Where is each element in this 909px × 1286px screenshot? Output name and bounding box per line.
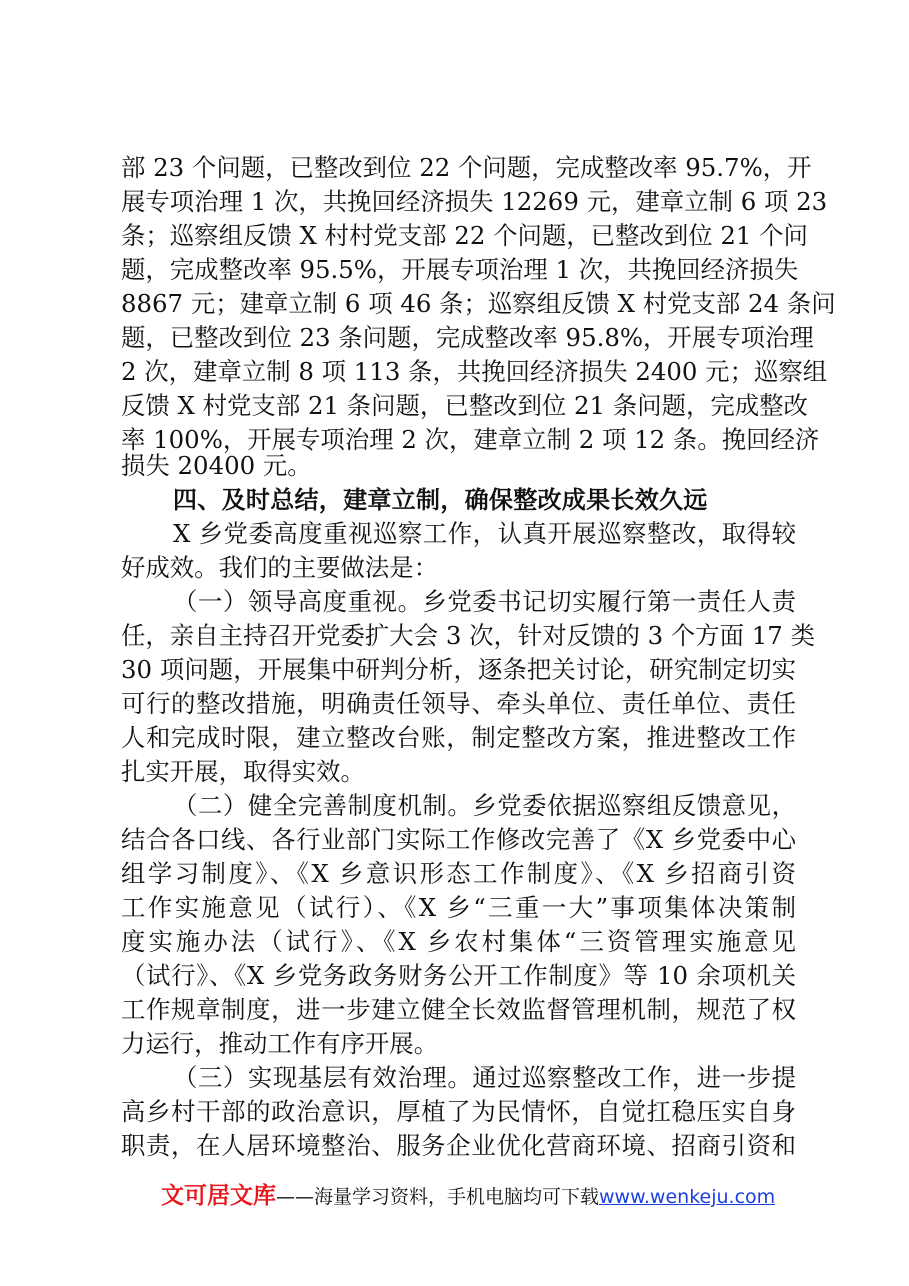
item2-line: 组学习制度》、《X 乡意识形态工作制度》、《X 乡招商引资: [121, 859, 796, 888]
item3-line: （三）实现基层有效治理。通过巡察整改工作，进一步提: [173, 1063, 796, 1092]
para1-line: 题，已整改到位 23 条问题，完成整改率 95.8%，开展专项治理: [121, 323, 814, 352]
item2-line: （二）健全完善制度机制。乡党委依据巡察组反馈意见，: [173, 791, 796, 820]
section-heading: 四、及时总结，建章立制，确保整改成果长效久远: [173, 486, 708, 514]
item3-line: 职责，在人居环境整治、服务企业优化营商环境、招商引资和: [121, 1131, 796, 1160]
item2-line: （试行》、《X 乡党务政务财务公开工作制度》等 10 余项机关: [121, 961, 796, 990]
para1-line: 损失 20400 元。: [121, 451, 312, 480]
para1-line: 题，完成整改率 95.5%，开展专项治理 1 次，共挽回经济损失: [121, 255, 799, 284]
item1-line: 可行的整改措施，明确责任领导、牵头单位、责任单位、责任: [121, 689, 796, 718]
para1-line: 率 100%，开展专项治理 2 次，建章立制 2 项 12 条。挽回经济: [121, 425, 820, 454]
para1-line: 条；巡察组反馈 X 村村党支部 22 个问题，已整改到位 21 个问: [121, 221, 808, 250]
para1-line: 2 次，建章立制 8 项 113 条，共挽回经济损失 2400 元；巡察组: [121, 357, 828, 386]
item2-line: 度实施办法（试行》、《X 乡农村集体“三资管理实施意见: [121, 927, 796, 956]
brand-name: 文可居文库: [161, 1183, 276, 1209]
intro-line: X 乡党委高度重视巡察工作，认真开展巡察整改，取得较: [173, 519, 796, 548]
footer-banner: [161, 1179, 775, 1213]
item1-line: 人和完成时限，建立整改台账，制定整改方案，推进整改工作: [121, 723, 796, 752]
item3-line: 高乡村干部的政治意识，厚植了为民情怀，自觉扛稳压实自身: [121, 1097, 796, 1126]
item1-line: 30 项问题，开展集中研判分析，逐条把关讨论，研究制定切实: [121, 655, 796, 684]
item1-line: 扎实开展，取得实效。: [121, 757, 365, 786]
para1-line: 8867 元；建章立制 6 项 46 条；巡察组反馈 X 村党支部 24 条问: [121, 289, 836, 318]
website-link[interactable]: www.wenkeju.com: [599, 1186, 776, 1208]
footer-tagline: ——海量学习资料，手机电脑均可下载: [276, 1186, 600, 1208]
item1-line: （一）领导高度重视。乡党委书记切实履行第一责任人责: [173, 587, 796, 616]
para1-line: 部 23 个问题，已整改到位 22 个问题，完成整改率 95.7%，开: [121, 153, 812, 182]
item2-line: 工作实施意见（试行）、《X 乡“三重一大”事项集体决策制: [121, 893, 796, 922]
item1-line: 任，亲自主持召开党委扩大会 3 次，针对反馈的 3 个方面 17 类: [121, 621, 815, 650]
item2-line: 力运行，推动工作有序开展。: [121, 1029, 439, 1058]
item2-line: 结合各口线、各行业部门实际工作修改完善了《X 乡党委中心: [121, 825, 796, 854]
para1-line: 反馈 X 村党支部 21 条问题，已整改到位 21 条问题，完成整改: [121, 391, 808, 420]
intro-line: 好成效。我们的主要做法是：: [121, 553, 439, 582]
para1-line: 展专项治理 1 次，共挽回经济损失 12269 元，建章立制 6 项 23: [121, 187, 828, 216]
item2-line: 工作规章制度，进一步建立健全长效监督管理机制，规范了权: [121, 995, 796, 1024]
